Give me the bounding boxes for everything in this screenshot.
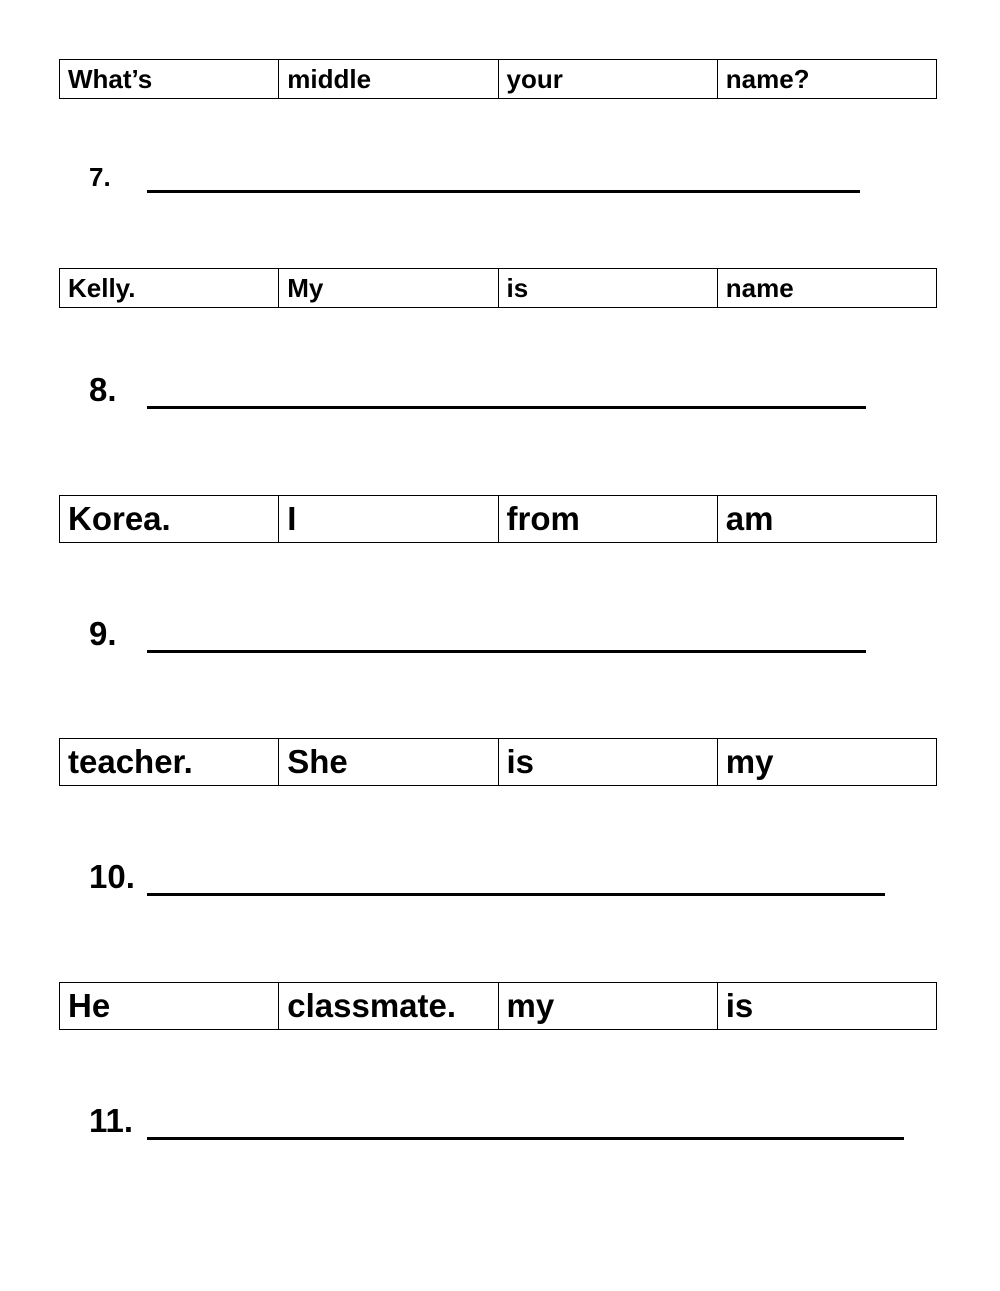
word-cell: She bbox=[279, 739, 498, 786]
answer-line-10 bbox=[89, 855, 885, 896]
word-cell: from bbox=[498, 496, 717, 543]
question-number: 10. bbox=[89, 858, 135, 895]
table-row bbox=[60, 60, 937, 99]
word-cell: middle bbox=[279, 60, 498, 99]
table-row bbox=[60, 496, 937, 543]
word-table-11 bbox=[59, 982, 937, 1030]
word-cell: my bbox=[498, 983, 717, 1030]
answer-line-9 bbox=[89, 612, 866, 653]
answer-blank[interactable] bbox=[147, 855, 885, 896]
word-table-8 bbox=[59, 268, 937, 308]
word-cell: My bbox=[279, 269, 498, 308]
word-cell: my bbox=[717, 739, 936, 786]
answer-blank[interactable] bbox=[147, 368, 866, 409]
word-cell: He bbox=[60, 983, 279, 1030]
word-cell: teacher. bbox=[60, 739, 279, 786]
table-row bbox=[60, 739, 937, 786]
word-cell: is bbox=[717, 983, 936, 1030]
question-number: 8. bbox=[89, 371, 117, 408]
answer-line-11 bbox=[89, 1099, 904, 1140]
answer-blank[interactable] bbox=[147, 1099, 904, 1140]
word-cell: Kelly. bbox=[60, 269, 279, 308]
word-cell: name? bbox=[717, 60, 936, 99]
word-cell: name bbox=[717, 269, 936, 308]
question-number: 7. bbox=[89, 162, 111, 192]
answer-line-8 bbox=[89, 368, 866, 409]
word-cell: What’s bbox=[60, 60, 279, 99]
answer-blank[interactable] bbox=[147, 612, 866, 653]
word-table-9 bbox=[59, 495, 937, 543]
word-cell: your bbox=[498, 60, 717, 99]
word-cell: is bbox=[498, 269, 717, 308]
word-cell: am bbox=[717, 496, 936, 543]
question-number: 9. bbox=[89, 615, 117, 652]
answer-blank[interactable] bbox=[147, 158, 860, 193]
word-cell: Korea. bbox=[60, 496, 279, 543]
word-cell: classmate. bbox=[279, 983, 498, 1030]
answer-line-7 bbox=[89, 158, 860, 193]
word-cell: I bbox=[279, 496, 498, 543]
table-row bbox=[60, 269, 937, 308]
word-table-7 bbox=[59, 59, 937, 99]
word-cell: is bbox=[498, 739, 717, 786]
word-table-10 bbox=[59, 738, 937, 786]
question-number: 11. bbox=[89, 1102, 134, 1139]
table-row bbox=[60, 983, 937, 1030]
